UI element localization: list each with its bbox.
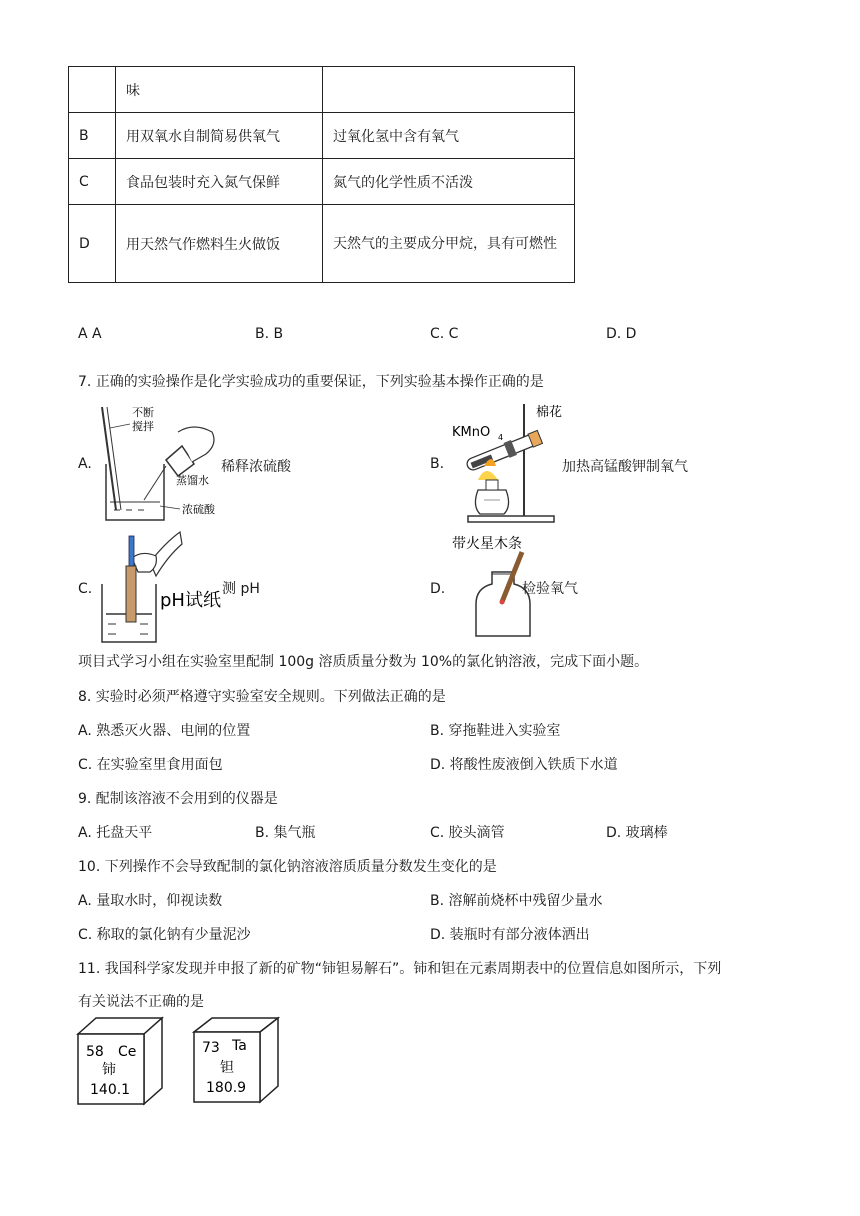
- row-letter: [69, 67, 116, 113]
- row-letter: D: [69, 205, 116, 283]
- option-a[interactable]: A A: [78, 326, 102, 342]
- table-row: [69, 113, 575, 159]
- row-action: 食品包装时充入氮气保鲜: [116, 159, 323, 205]
- label-kmno4-sub: 4: [498, 433, 504, 442]
- q7-option-b-letter[interactable]: B.: [430, 456, 445, 472]
- q8-option-c[interactable]: C. 在实验室里食用面包: [78, 757, 223, 773]
- q7-option-a-letter[interactable]: A.: [78, 456, 92, 472]
- ta-mass: 180.9: [206, 1080, 247, 1096]
- question-9-stem: 9. 配制该溶液不会用到的仪器是: [78, 791, 278, 807]
- ce-name: 铈: [102, 1062, 116, 1078]
- q9-option-d[interactable]: D. 玻璃棒: [606, 825, 668, 841]
- row-action: 味: [116, 67, 323, 113]
- q8-option-b[interactable]: B. 穿拖鞋进入实验室: [430, 723, 561, 739]
- q7-option-d-caption: 检验氧气: [522, 581, 578, 597]
- periodic-cells-figure: [76, 1016, 286, 1108]
- option-c[interactable]: C. C: [430, 326, 459, 342]
- heat-kmno4-figure: [448, 400, 563, 524]
- label-stir-2: 搅拌: [132, 420, 154, 433]
- table-row: [69, 205, 575, 283]
- q8-option-a[interactable]: A. 熟悉灭火器、电闸的位置: [78, 723, 251, 739]
- q7-option-b-caption: 加热高锰酸钾制氧气: [562, 459, 688, 475]
- q10-option-b[interactable]: B. 溶解前烧杯中残留少量水: [430, 893, 603, 909]
- options-table: [68, 66, 575, 283]
- question-8-stem: 8. 实验时必须严格遵守实验室安全规则。下列做法正确的是: [78, 689, 446, 705]
- row-reason: 过氧化氢中含有氧气: [323, 113, 575, 159]
- q7-option-c-letter[interactable]: C.: [78, 581, 93, 597]
- row-reason: [323, 67, 575, 113]
- label-water: 蒸馏水: [176, 474, 209, 487]
- question-10-stem: 10. 下列操作不会导致配制的氯化钠溶液溶质质量分数发生变化的是: [78, 859, 497, 875]
- ta-number: 73: [202, 1040, 220, 1056]
- row-letter: B: [69, 113, 116, 159]
- q10-option-c[interactable]: C. 称取的氯化钠有少量泥沙: [78, 927, 251, 943]
- q9-option-a[interactable]: A. 托盘天平: [78, 825, 153, 841]
- ta-name: 钽: [220, 1060, 234, 1076]
- label-cotton: 棉花: [536, 405, 563, 420]
- question-11-stem-line1: 11. 我国科学家发现并申报了新的矿物“铈钽易解石”。铈和钽在元素周期表中的位置信息如图所示，下列: [78, 961, 722, 977]
- cell-cerium: [78, 1018, 162, 1104]
- label-acid: 浓硫酸: [182, 503, 215, 516]
- table-row: [69, 67, 575, 113]
- ce-number: 58: [86, 1044, 104, 1060]
- label-ph-paper: pH试纸: [160, 590, 221, 611]
- ce-symbol: Ce: [118, 1044, 137, 1060]
- row-action: 用天然气作燃料生火做饭: [116, 205, 323, 283]
- label-stir-1: 不断: [132, 406, 154, 419]
- q9-option-b[interactable]: B. 集气瓶: [255, 825, 316, 841]
- question-7-stem: 7. 正确的实验操作是化学实验成功的重要保证，下列实验基本操作正确的是: [78, 374, 544, 390]
- cell-tantalum: [194, 1018, 278, 1102]
- ce-mass: 140.1: [90, 1082, 131, 1098]
- q10-option-a[interactable]: A. 量取水时，仰视读数: [78, 893, 223, 909]
- q7-option-d-letter[interactable]: D.: [430, 581, 446, 597]
- q7-option-a-caption: 稀释浓硫酸: [221, 459, 291, 475]
- question-11-stem-line2: 有关说法不正确的是: [78, 994, 204, 1010]
- row-reason: 天然气的主要成分甲烷，具有可燃性: [323, 205, 575, 283]
- label-kmno4: KMnO: [452, 425, 491, 440]
- ph-test-figure: [96, 532, 222, 644]
- option-b[interactable]: B. B: [255, 326, 284, 342]
- group-intro: 项目式学习小组在实验室里配制 100g 溶质质量分数为 10%的氯化钠溶液，完成下面小题。: [78, 654, 649, 670]
- row-letter: C: [69, 159, 116, 205]
- q9-option-c[interactable]: C. 胶头滴管: [430, 825, 505, 841]
- ta-symbol: Ta: [232, 1038, 247, 1054]
- row-reason: 氮气的化学性质不活泼: [323, 159, 575, 205]
- q10-option-d[interactable]: D. 装瓶时有部分液体洒出: [430, 927, 590, 943]
- q7-option-c-caption: 测 pH: [222, 581, 260, 597]
- option-d[interactable]: D. D: [606, 326, 637, 342]
- row-action: 用双氧水自制简易供氧气: [116, 113, 323, 159]
- label-glowing-splint: 带火星木条: [452, 536, 522, 552]
- table-row: [69, 159, 575, 205]
- q8-option-d[interactable]: D. 将酸性废液倒入铁质下水道: [430, 757, 618, 773]
